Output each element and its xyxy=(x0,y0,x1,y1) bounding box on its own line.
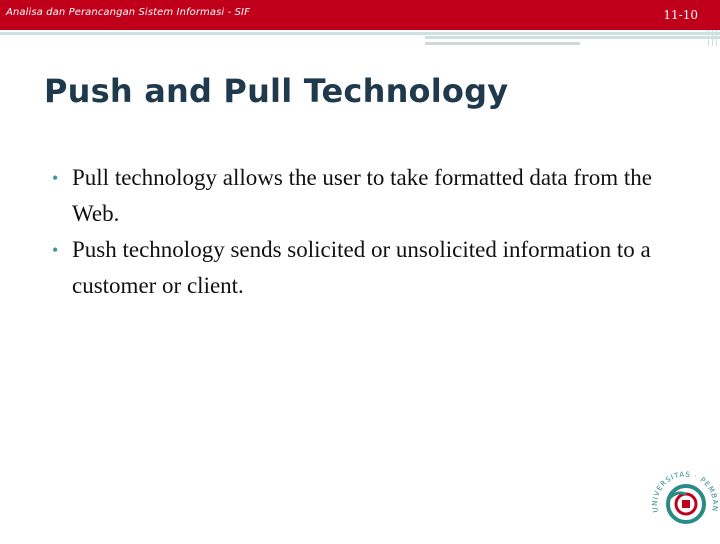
bullet-list xyxy=(52,160,692,304)
svg-text:UNIVERSITAS · PEMBANGUNAN JAYA: UNIVERSITAS · PEMBAN xyxy=(650,470,720,514)
header-divider-accent xyxy=(425,36,720,39)
header-divider xyxy=(0,32,720,35)
slide-title: Push and Pull Technology xyxy=(44,72,509,110)
university-seal-icon xyxy=(646,460,720,540)
header-tick xyxy=(712,30,713,46)
slide-number: 11-10 xyxy=(663,8,698,22)
bullet-text: Pull technology allows the user to take formatted data from the Web. xyxy=(72,165,652,226)
bullet-item xyxy=(52,160,692,232)
bullet-text: Push technology sends solicited or unsolicited information to a customer or client. xyxy=(72,237,651,298)
course-title: Analisa dan Perancangan Sistem Informasi - SIF xyxy=(6,7,250,18)
header-tick xyxy=(708,30,709,46)
bullet-icon: • xyxy=(52,168,59,188)
header-tick xyxy=(716,30,717,46)
bullet-icon: • xyxy=(52,240,59,260)
university-logo xyxy=(646,460,720,540)
header-divider-accent-short xyxy=(425,42,580,45)
header-bar xyxy=(0,0,720,30)
bullet-item xyxy=(52,232,692,304)
